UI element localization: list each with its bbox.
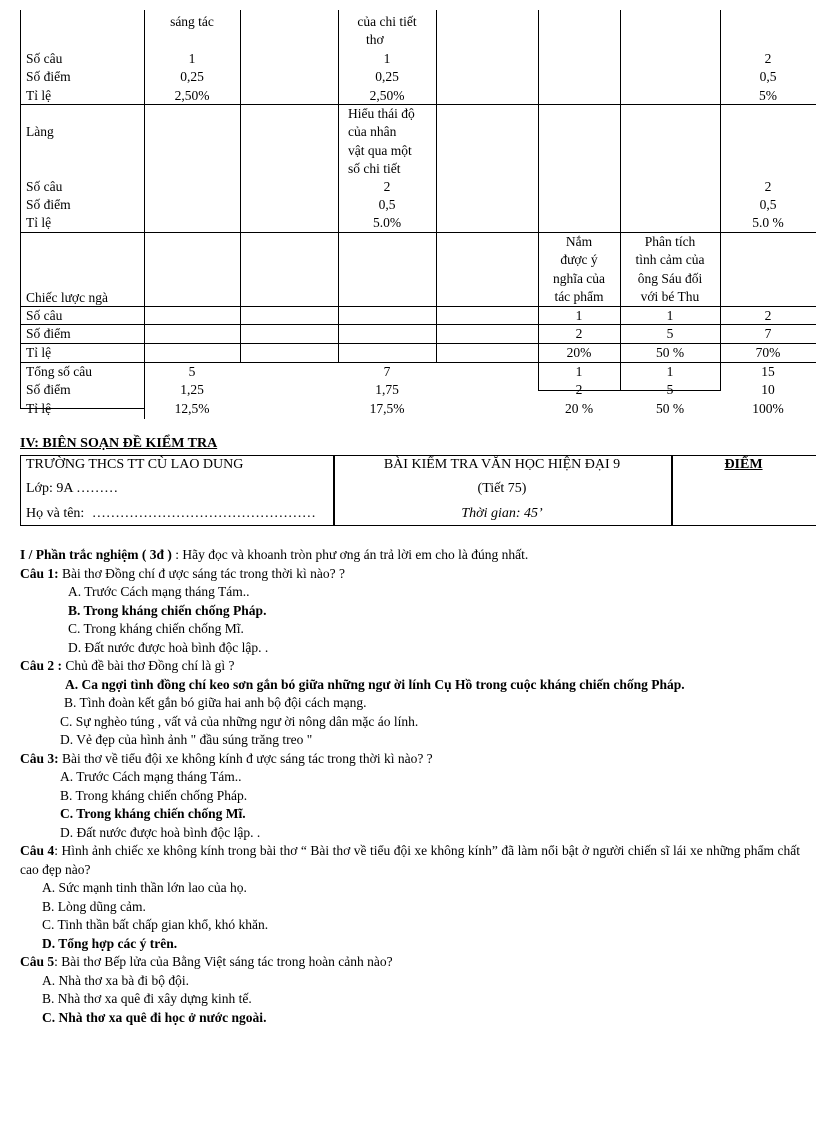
matrix-cell-desc: của nhân: [348, 124, 397, 139]
matrix-value: 5: [666, 382, 674, 397]
question-label: Câu 2 :: [20, 658, 63, 673]
matrix-value: 5: [666, 326, 674, 341]
name-dots: …………………………………………: [91, 506, 316, 521]
matrix-cell-desc: với bé Thu: [640, 289, 700, 304]
option-c[interactable]: C. Trong kháng chiến chống Mĩ.: [68, 621, 244, 636]
topic-title: Chiếc lược ngà: [26, 290, 108, 305]
question-label: Câu 4: [20, 843, 55, 858]
matrix-total: 100%: [752, 401, 784, 416]
matrix-cell-desc: được ý: [560, 252, 598, 267]
matrix-cell-desc: của chi tiết: [357, 14, 417, 29]
matrix-total: 2: [764, 179, 772, 194]
matrix-value: 17,5%: [369, 401, 405, 416]
quiz-intro: [20, 546, 800, 565]
question-label: Câu 5: [20, 954, 55, 969]
matrix-value: 7: [383, 364, 391, 379]
score-label: ĐIỂM: [724, 457, 763, 472]
question-4: [20, 842, 800, 879]
matrix-value: 1: [575, 308, 583, 323]
matrix-total: 7: [764, 326, 772, 341]
quiz-intro-heading: I / Phần trắc nghiệm ( 3đ ): [20, 547, 172, 562]
matrix-value: 50 %: [655, 345, 685, 360]
row-label: Tỉ lệ: [26, 345, 52, 360]
matrix-cell-desc: Hiểu thái độ: [348, 106, 415, 121]
matrix-total: 10: [761, 382, 775, 397]
matrix-value: 50 %: [655, 401, 685, 416]
row-label: Số câu: [26, 308, 63, 323]
question-label: Câu 1:: [20, 565, 59, 581]
option-a-answer[interactable]: A. Ca ngợi tình đồng chí keo sơn gắn bó giữa những ngư ời lính Cụ Hồ trong cuộc kháng chiến chống Pháp.: [65, 676, 685, 692]
option-c-answer[interactable]: C. Nhà thơ xa quê đi học ở nước ngoài.: [42, 1009, 267, 1025]
quiz-section: [20, 546, 800, 1027]
matrix-cell-desc: vật qua một: [348, 143, 412, 158]
matrix-total: 5%: [759, 88, 777, 103]
matrix-cell-desc: số chi tiết: [348, 161, 401, 176]
row-label: Số câu: [26, 51, 63, 66]
question-label: Câu 3:: [20, 750, 59, 766]
matrix-total: 5.0 %: [752, 215, 784, 230]
option-a[interactable]: A. Trước Cách mạng tháng Tám..: [68, 584, 250, 599]
option-b[interactable]: B. Tình đoàn kết gắn bó giữa hai anh bộ đội cách mạng.: [64, 695, 367, 710]
option-c[interactable]: C. Tinh thần bất chấp gian khổ, khó khăn.: [42, 917, 269, 932]
matrix-value: 2: [383, 179, 391, 194]
option-b[interactable]: B. Trong kháng chiến chống Pháp.: [60, 787, 248, 803]
row-label: Số điểm: [26, 69, 71, 84]
class-label: Lớp: 9A ………: [26, 481, 119, 496]
matrix-border-left: [20, 10, 21, 409]
matrix-value: 2,50%: [174, 88, 210, 103]
matrix-value: 5.0%: [372, 215, 402, 230]
matrix-value: 0,5: [378, 197, 396, 212]
option-a[interactable]: A. Sức mạnh tinh thần lớn lao của họ.: [42, 880, 247, 895]
row-label: Tỉ lệ: [26, 401, 52, 416]
matrix-value: 0,25: [375, 69, 399, 84]
topic-title: Làng: [26, 124, 54, 139]
matrix-value: 2: [575, 326, 583, 341]
matrix-value: 1: [666, 308, 674, 323]
question-3: [20, 750, 800, 769]
option-a[interactable]: A. Trước Cách mạng tháng Tám..: [60, 769, 242, 784]
exam-header: [20, 455, 816, 526]
question-text: : Bài thơ Bếp lửa của Bằng Việt sáng tác trong hoàn cảnh nào?: [54, 954, 393, 969]
matrix-total: 0,5: [759, 197, 777, 212]
matrix-value: 12,5%: [174, 401, 210, 416]
matrix-value: 20 %: [564, 401, 594, 416]
question-1: [20, 565, 800, 584]
question-2: [20, 657, 800, 676]
row-label: Số câu: [26, 179, 63, 194]
question-text: Chủ đề bài thơ Đồng chí là gì ?: [65, 658, 235, 673]
matrix-value: 5: [188, 364, 196, 379]
option-b[interactable]: B. Lòng dũng cảm.: [42, 898, 146, 914]
row-label: Tổng số câu: [26, 364, 92, 379]
row-label: Số điểm: [26, 326, 71, 341]
option-b-answer[interactable]: B. Trong kháng chiến chống Pháp.: [68, 602, 267, 618]
matrix-total: 15: [761, 364, 775, 379]
exam-time: Thời gian: 45’: [461, 506, 543, 521]
question-text: : Hình ảnh chiếc xe không kính trong bài thơ “ Bài thơ về tiểu đội xe không kính” đã làm nổi bật ở người chiến sĩ lái xe những phẩm chất cao đẹp nào?: [20, 843, 800, 877]
matrix-value: 1: [666, 364, 674, 379]
name-label: Họ và tên:: [26, 506, 85, 521]
matrix-cell-desc: sáng tác: [170, 14, 214, 29]
matrix-value: 2,50%: [369, 88, 405, 103]
question-text: Bài thơ Đồng chí đ ược sáng tác trong thời kì nào? ?: [62, 565, 345, 581]
matrix-cell-desc: tình cảm của: [635, 252, 705, 267]
exam-period: (Tiết 75): [477, 481, 527, 496]
option-d[interactable]: D. Vẻ đẹp của hình ảnh " đầu súng trăng treo ": [60, 732, 313, 747]
matrix-cell-desc: Phân tích: [644, 234, 696, 249]
matrix-value: 0,25: [180, 69, 204, 84]
option-d[interactable]: D. Đất nước được hoà bình độc lập. .: [60, 824, 261, 840]
matrix-value: 1,25: [180, 382, 204, 397]
matrix-value: 2: [575, 382, 583, 397]
matrix-value: 1,75: [375, 382, 399, 397]
matrix-total: 0,5: [759, 69, 777, 84]
exam-title: BÀI KIỂM TRA VĂN HỌC HIỆN ĐẠI 9: [383, 457, 621, 472]
question-text: Bài thơ về tiểu đội xe không kính đ ược sáng tác trong thời kì nào? ?: [62, 750, 433, 766]
quiz-intro-text: : Hãy đọc và khoanh tròn phư ơng án trả lời em cho là đúng nhất.: [175, 547, 529, 562]
student-name-label: [26, 505, 316, 523]
option-c[interactable]: C. Sự nghèo túng , vất vả của những ngư ời nông dân mặc áo lính.: [60, 713, 419, 729]
matrix-value: 1: [383, 51, 391, 66]
assessment-matrix: [20, 10, 816, 419]
matrix-total: 70%: [755, 345, 781, 360]
matrix-cell-desc: ông Sáu đối: [637, 271, 703, 286]
option-a[interactable]: A. Nhà thơ xa bà đi bộ đội.: [42, 972, 189, 988]
matrix-value: 1: [188, 51, 196, 66]
section-title: IV: BIÊN SOẠN ĐỀ KIỂM TRA: [20, 436, 218, 451]
row-label: Tỉ lệ: [26, 88, 52, 103]
row-label: Số điểm: [26, 382, 71, 397]
row-label: Số điểm: [26, 197, 71, 212]
matrix-cell-desc: thơ: [366, 32, 384, 47]
matrix-col-line: [240, 10, 241, 362]
matrix-col-line: [436, 10, 437, 362]
matrix-cell-desc: Nắm: [565, 234, 593, 249]
option-c-answer[interactable]: C. Trong kháng chiến chống Mĩ.: [60, 806, 246, 821]
matrix-total: 2: [764, 308, 772, 323]
option-b[interactable]: B. Nhà thơ xa quê đi xây dựng kinh tế.: [42, 991, 252, 1006]
matrix-cell-desc: tác phẩm: [554, 289, 604, 304]
matrix-total: 2: [764, 51, 772, 66]
option-d[interactable]: D. Đất nước được hoà bình độc lập. .: [68, 639, 269, 655]
matrix-value: 1: [575, 364, 583, 379]
question-5: [20, 953, 800, 972]
school-name: TRƯỜNG THCS TT CÙ LAO DUNG: [26, 457, 244, 472]
row-label: Tỉ lệ: [26, 215, 52, 230]
matrix-value: 20%: [566, 345, 592, 360]
matrix-cell-desc: nghĩa của: [552, 271, 606, 286]
option-d-answer[interactable]: D. Tổng hợp các ý trên.: [42, 935, 178, 951]
